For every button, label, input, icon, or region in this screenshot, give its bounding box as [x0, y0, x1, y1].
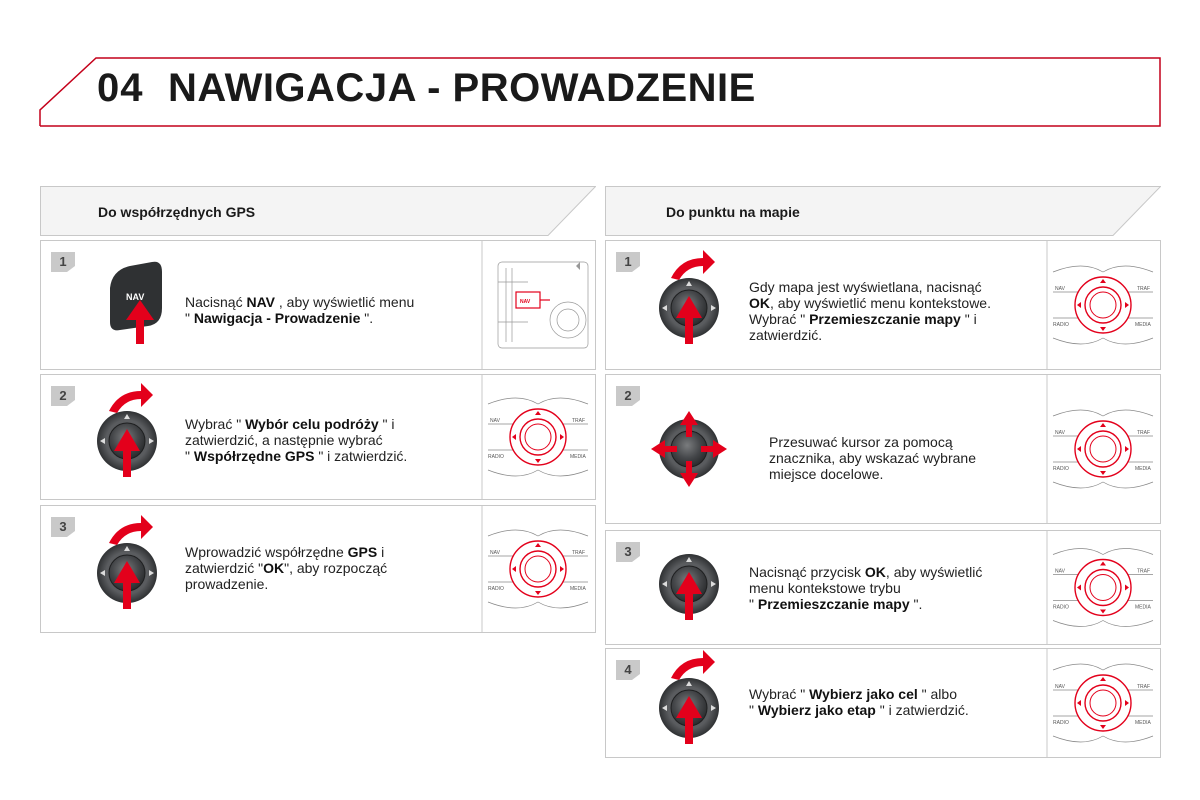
svg-text:MEDIA: MEDIA — [570, 586, 586, 592]
right-step-3 — [605, 530, 1161, 645]
press-knob-illustration — [629, 514, 749, 654]
bold-term: OK — [263, 560, 285, 576]
svg-text:MEDIA: MEDIA — [1135, 604, 1151, 611]
step-number: 3 — [624, 544, 632, 559]
right-step-4 — [605, 648, 1161, 758]
left-column-header — [40, 186, 596, 236]
step-text: Przesuwać kursor za pomocą znacznika, aby wskazać wybrane miejsce docelowe. — [769, 434, 976, 482]
page-title: NAWIGACJA - PROWADZENIE — [168, 66, 756, 110]
step-text: Wybrać " Wybór celu podróży " i zatwierdzić, a następnie wybrać " Współrzędne GPS " i zatwierdzić. — [185, 416, 408, 464]
bold-term: OK — [749, 295, 770, 311]
svg-text:NAV: NAV — [490, 418, 500, 424]
svg-text:NAV: NAV — [1055, 286, 1065, 292]
bold-term: Przemieszczanie mapy — [809, 311, 961, 327]
svg-text:TRAF: TRAF — [1137, 684, 1151, 690]
svg-text:NAV: NAV — [1055, 430, 1065, 436]
step-text: Wprowadzić współrzędne GPS i zatwierdzić "OK", aby rozpocząć prowadzenie. — [185, 544, 388, 592]
chapter-number: 04 — [97, 66, 144, 110]
left-step-2 — [40, 374, 596, 500]
rotate-press-knob-illustration — [629, 638, 749, 778]
left-step-1 — [40, 240, 596, 370]
bold-term: GPS — [347, 544, 378, 560]
step-number: 3 — [59, 519, 67, 534]
step-number: 2 — [624, 388, 632, 403]
step-text: Wybrać " Wybierz jako cel " albo " Wybierz jako etap " i zatwierdzić. — [749, 686, 969, 718]
control-panel-thumbnail — [1047, 530, 1161, 645]
bold-term: Współrzędne GPS — [193, 448, 315, 464]
svg-text:RADIO: RADIO — [1053, 720, 1069, 726]
svg-text:NAV: NAV — [1055, 684, 1065, 690]
control-panel-thumbnail — [1047, 240, 1161, 370]
bold-term: Wybierz jako etap — [757, 702, 876, 718]
right-column-header — [605, 186, 1161, 236]
step-number: 1 — [59, 254, 67, 269]
svg-text:TRAF: TRAF — [572, 418, 586, 424]
left-column-title: Do współrzędnych GPS — [98, 204, 256, 220]
svg-text:MEDIA: MEDIA — [1135, 720, 1151, 726]
svg-text:RADIO: RADIO — [488, 454, 504, 460]
step-number: 2 — [59, 388, 67, 403]
bold-term: NAV — [246, 294, 275, 310]
right-column-title: Do punktu na mapie — [666, 204, 800, 220]
page-header — [0, 0, 1200, 140]
svg-text:MEDIA: MEDIA — [570, 454, 586, 460]
bold-term: Przemieszczanie mapy — [757, 596, 910, 612]
svg-text:NAV: NAV — [1055, 568, 1065, 575]
bold-term: Wybierz jako cel — [809, 686, 918, 702]
bold-term: OK — [864, 564, 886, 580]
right-step-1 — [605, 240, 1161, 370]
svg-text:RADIO: RADIO — [1053, 322, 1069, 328]
svg-text:TRAF: TRAF — [1137, 430, 1151, 436]
step-text: Nacisnąć przycisk OK, aby wyświetlić menu kontekstowe trybu " Przemieszczanie mapy ". — [749, 564, 983, 612]
rotate-press-knob-illustration — [67, 371, 187, 511]
svg-text:TRAF: TRAF — [1137, 568, 1151, 575]
move-marker-knob-illustration — [629, 379, 749, 519]
svg-text:RADIO: RADIO — [1053, 466, 1069, 472]
nav-key-label: NAV — [126, 292, 145, 302]
control-panel-thumbnail — [1047, 648, 1161, 758]
control-panel-thumbnail — [482, 505, 596, 633]
svg-text:NAV: NAV — [490, 550, 500, 556]
step-text: Nacisnąć NAV , aby wyświetlić menu " Nawigacja - Prowadzenie ". — [185, 294, 415, 326]
svg-text:TRAF: TRAF — [1137, 286, 1151, 292]
svg-text:RADIO: RADIO — [1053, 604, 1069, 611]
control-panel-thumbnail — [482, 374, 596, 500]
right-step-2 — [605, 374, 1161, 524]
step-text: Gdy mapa jest wyświetlana, nacisnąć OK, aby wyświetlić menu kontekstowe. Wybrać " Przemieszczanie mapy " i zatwierdzić. — [749, 279, 991, 343]
svg-text:RADIO: RADIO — [488, 586, 504, 592]
radio-panel-thumbnail — [482, 240, 596, 370]
bold-term: Wybór celu podróży — [245, 416, 379, 432]
svg-text:TRAF: TRAF — [572, 550, 586, 556]
bold-term: Nawigacja - Prowadzenie — [193, 310, 361, 326]
left-step-3 — [40, 505, 596, 633]
rotate-press-knob-illustration — [67, 503, 187, 643]
svg-text:NAV: NAV — [520, 299, 531, 305]
step-number: 1 — [624, 254, 632, 269]
rotate-press-knob-illustration — [629, 238, 749, 378]
step-number: 4 — [624, 662, 632, 677]
svg-text:MEDIA: MEDIA — [1135, 322, 1151, 328]
control-panel-thumbnail — [1047, 374, 1161, 524]
svg-text:MEDIA: MEDIA — [1135, 466, 1151, 472]
